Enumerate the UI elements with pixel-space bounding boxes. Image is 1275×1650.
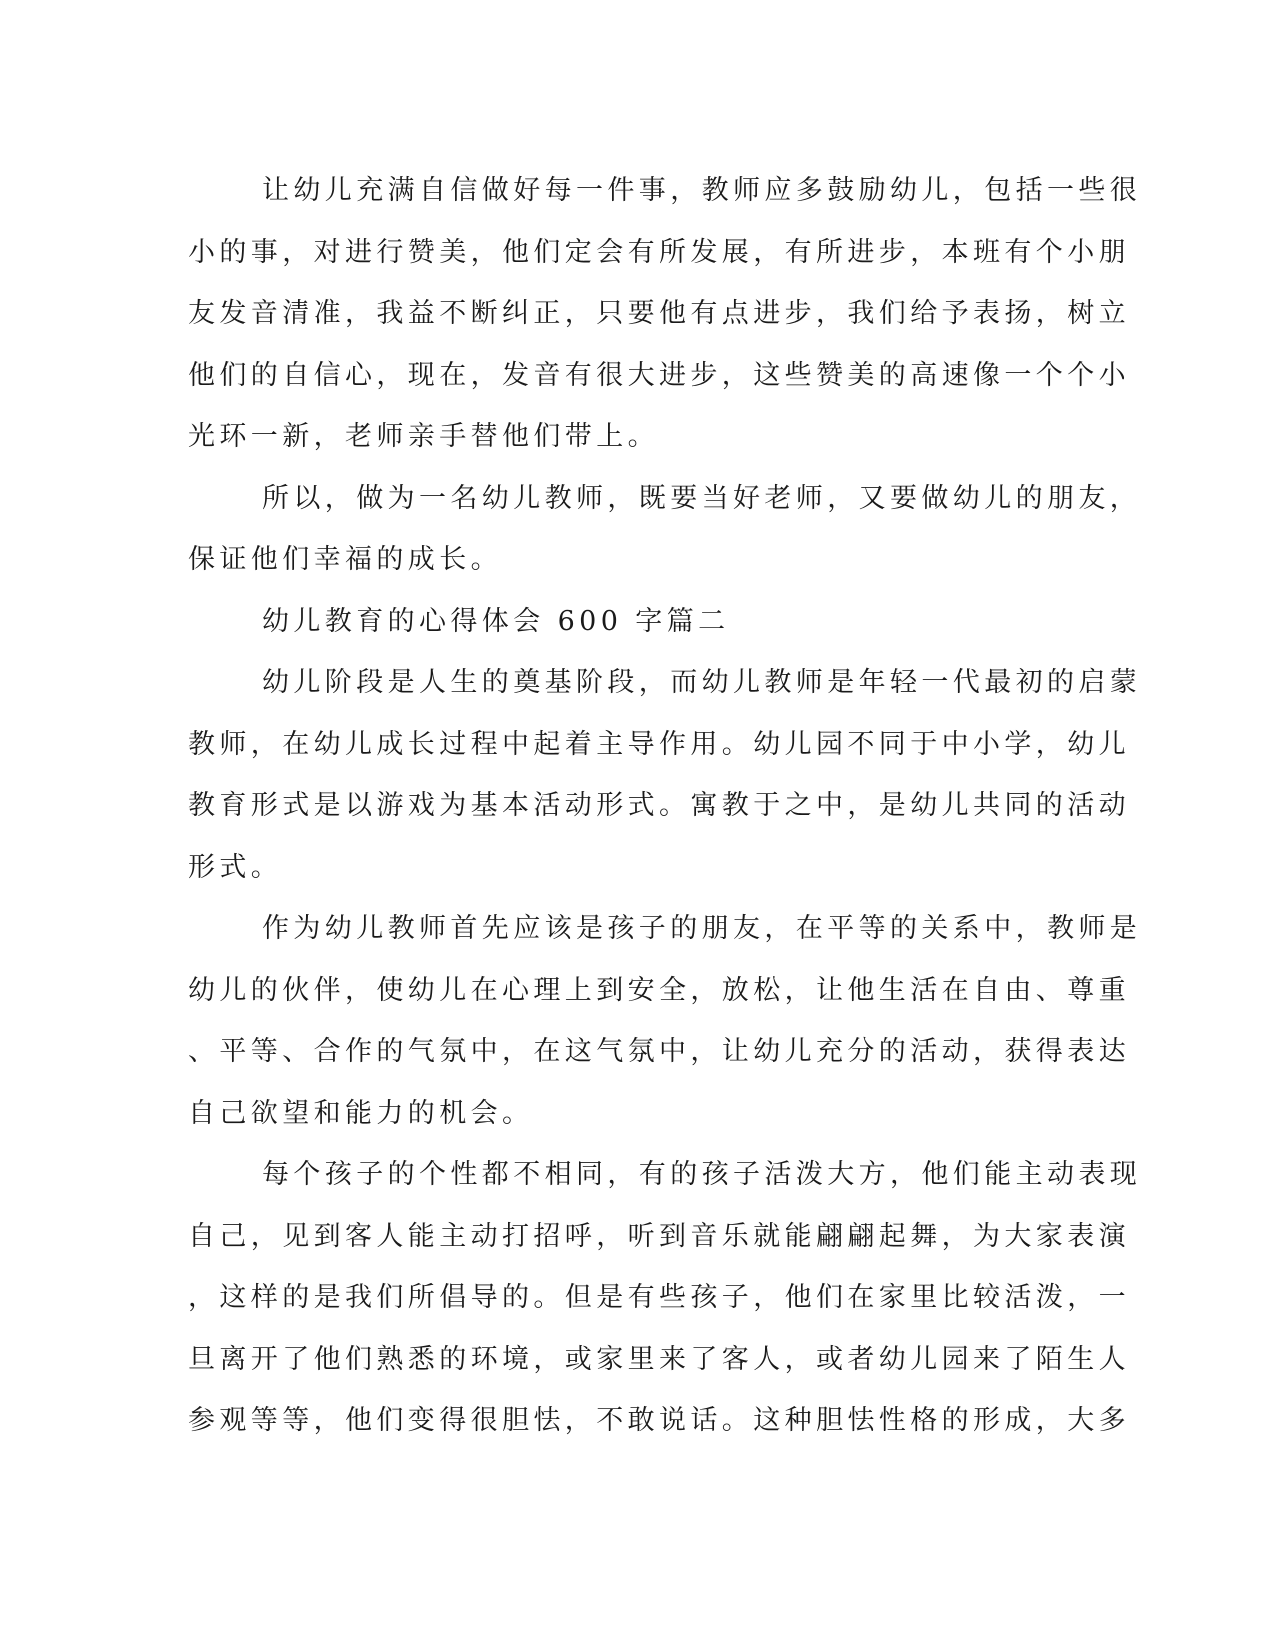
text-line: 所以，做为一名幼儿教师，既要当好老师，又要做幼儿的朋友， — [262, 482, 1142, 514]
text-line: 形式。 — [188, 851, 283, 883]
text-line: 小的事，对进行赞美，他们定会有所发展，有所进步，本班有个小朋 — [188, 236, 1130, 268]
text-line: 每个孩子的个性都不相同，有的孩子活泼大方，他们能主动表现 — [262, 1159, 1142, 1190]
text-line: 幼儿阶段是人生的奠基阶段，而幼儿教师是年轻一代最初的启蒙 — [262, 667, 1142, 698]
text-line: 参观等等，他们变得很胆怯，不敢说话。这种胆怯性格的形成，大多 — [188, 1405, 1130, 1436]
text-line: 教师，在幼儿成长过程中起着主导作用。幼儿园不同于中小学，幼儿 — [188, 728, 1130, 760]
text-line: ，这样的是我们所倡导的。但是有些孩子，他们在家里比较活泼，一 — [188, 1282, 1130, 1313]
body-text — [188, 160, 1142, 1452]
text-line: 让幼儿充满自信做好每一件事，教师应多鼓励幼儿，包括一些很 — [262, 175, 1142, 206]
text-line: 旦离开了他们熟悉的环境，或家里来了客人，或者幼儿园来了陌生人 — [188, 1343, 1130, 1375]
text-line: 友发音清准，我益不断纠正，只要他有点进步，我们给予表扬，树立 — [188, 298, 1130, 329]
text-line: 自己，见到客人能主动打招呼，听到音乐就能翩翩起舞，为大家表演 — [188, 1220, 1130, 1252]
section-heading: 幼儿教育的心得体会 600 字篇二 — [262, 605, 730, 637]
text-line: 教育形式是以游戏为基本活动形式。寓教于之中，是幼儿共同的活动 — [188, 790, 1130, 821]
text-line: 幼儿的伙伴，使幼儿在心理上到安全，放松，让他生活在自由、尊重 — [188, 974, 1130, 1006]
text-line: 自己欲望和能力的机会。 — [188, 1097, 534, 1129]
text-line: 光环一新，老师亲手替他们带上。 — [188, 421, 659, 452]
text-line: 作为幼儿教师首先应该是孩子的朋友，在平等的关系中，教师是 — [262, 913, 1142, 944]
text-line: 保证他们幸福的成长。 — [188, 544, 502, 575]
text-line: 、平等、合作的气氛中，在这气氛中，让幼儿充分的活动，获得表达 — [188, 1036, 1130, 1067]
text-line: 他们的自信心，现在，发音有很大进步，这些赞美的高速像一个个小 — [188, 359, 1130, 391]
